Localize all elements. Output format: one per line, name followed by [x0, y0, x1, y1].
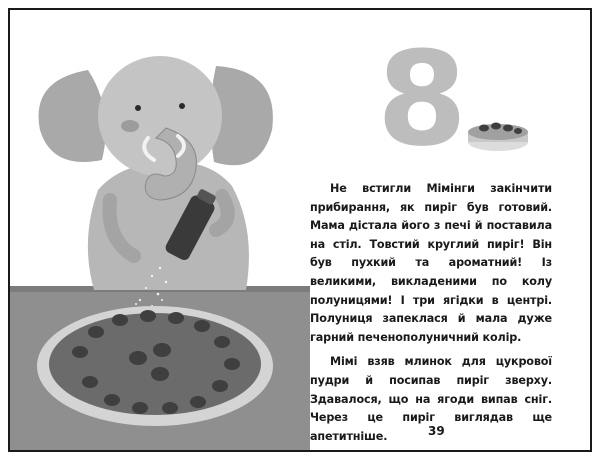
strawberry-pie — [37, 306, 273, 426]
chapter-numeral: 8 — [382, 28, 468, 158]
story-paragraph-2: Мімі взяв млинок для цукрової пудри й посипав пиріг зверху. Здавалося, що на ягоди випав сніг. Через це пиріг виглядав ще апетитніше. — [310, 355, 552, 443]
elephant-head — [98, 56, 222, 176]
chapter-numeral-area — [382, 28, 542, 158]
elephant-eye-left — [135, 105, 141, 111]
elephant-pie-illustration — [10, 10, 310, 450]
book-page — [8, 8, 592, 452]
chapter-numeral-graphic — [382, 28, 542, 158]
small-pie-icon — [468, 123, 528, 152]
elephant-left-ear — [39, 70, 106, 162]
story-paragraph-1: Не встигли Мімінги закінчити прибирання, як пиріг був готовий. Мама дістала його з печі й поставила на стіл. Товстий круглий пиріг! Він був пухкий та ароматний! Із великими, викладеними по колу полуницями! І три ягідки в центрі. Полуниця запеклася й мала дуже гарний печенополуничний колір. — [310, 182, 552, 344]
story-text — [310, 180, 552, 452]
page-number: 39 — [428, 424, 445, 438]
elephant-eye-right — [179, 103, 185, 109]
